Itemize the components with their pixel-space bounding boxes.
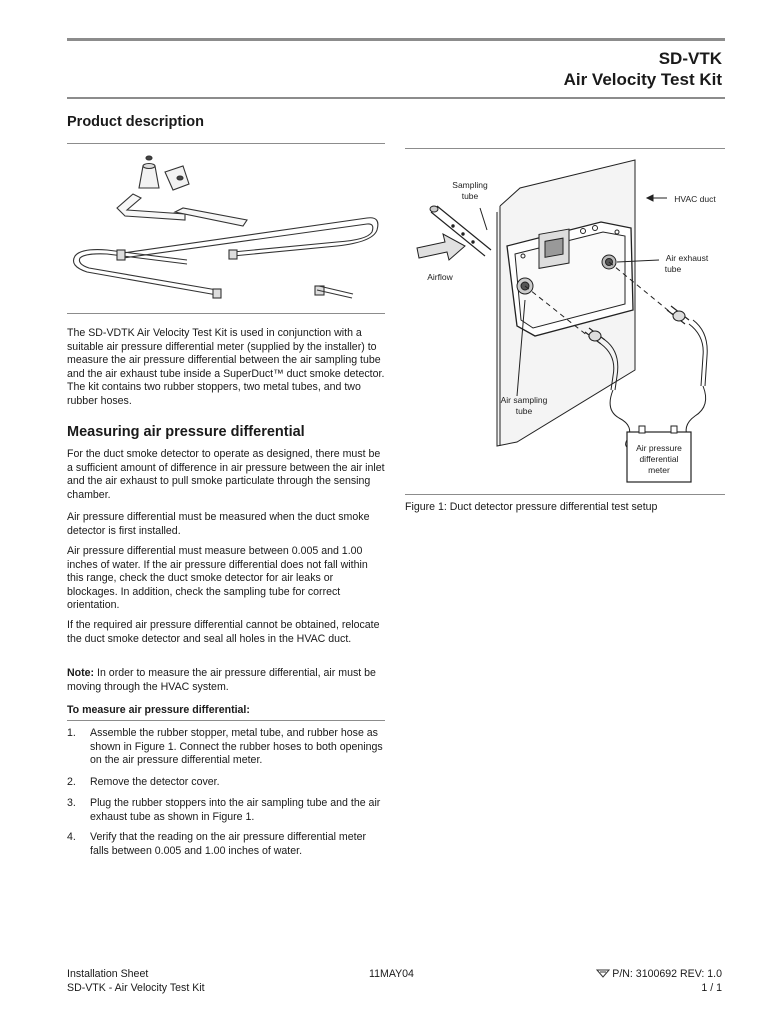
measuring-paragraph: For the duct smoke detector to operate as designed, there must be a sufficient amount of difference in air pressure between the air inlet and the air exhaust to pull smoke particulate through the sensing chamber. [67, 448, 385, 501]
measuring-paragraph: If the required air pressure differential cannot be obtained, relocate the duct smoke detector and seal all holes in the HVAC duct. [67, 619, 380, 645]
meter-label: Air pressure [636, 443, 682, 453]
meter-label: meter [648, 465, 670, 475]
product-description-heading: Product description [67, 114, 204, 130]
meter-label: differential [639, 454, 679, 464]
note-text: In order to measure the air pressure differential, air must be moving through the HVAC system. [67, 667, 376, 693]
figure-caption: Figure 1: Duct detector pressure differential test setup [405, 501, 658, 513]
step-text: Assemble the rubber stopper, metal tube, and rubber hose as shown in Figure 1. Connect the rubber hoses to both openings on the air pressure differential meter. [90, 727, 383, 767]
measuring-paragraph: Air pressure differential must measure between 0.005 and 1.00 inches of water. If the air pressure differential does not fall within this range, check the duct smoke detector for air leaks or blockages. In addition, check the sampling tube for correct orientation. [67, 545, 368, 612]
product-model: SD-VTK [658, 49, 722, 68]
footer-part-number: P/N: 3100692 REV: 1.0 [612, 968, 722, 980]
hvac-duct-label: HVAC duct [674, 194, 716, 204]
section-rule [67, 143, 385, 144]
footer-part-number-row [596, 968, 722, 981]
document-title: Air Velocity Test Kit [563, 70, 722, 89]
airflow-arrow [417, 234, 465, 260]
note-label: Note: [67, 667, 95, 679]
product-description-text: The SD-VDTK Air Velocity Test Kit is used in conjunction with a suitable air pressure differential meter (supplied by the installer) to measure the air pressure differential between the air sampling tube and the air exhaust tube inside a SuperDuct™ duct smoke detector. The kit contains two rubber stoppers, two metal tubes, and two rubber hoses. [67, 327, 385, 407]
step-text: Verify that the reading on the air pressure differential meter falls between 0.005 and 1.00 inches of water. [90, 831, 366, 857]
footer-doc-type: Installation Sheet [67, 968, 149, 980]
air-sampling-label: tube [515, 406, 533, 416]
section-rule [67, 313, 385, 314]
top-rule [67, 38, 725, 41]
procedure-heading: To measure air pressure differential: [67, 704, 250, 716]
footer-date: 11MAY04 [369, 968, 414, 980]
step-text: Remove the detector cover. [90, 776, 220, 788]
step-number: 4. [67, 831, 76, 843]
figure-rule [405, 148, 725, 149]
header-rule [67, 97, 725, 99]
rubber-stopper [139, 166, 159, 188]
footer-page: 1 / 1 [701, 982, 722, 994]
procedure-rule [67, 720, 385, 721]
airflow-label: Airflow [427, 272, 453, 282]
note-paragraph [67, 667, 385, 694]
kit-parts-illustration [67, 150, 385, 310]
measuring-heading: Measuring air pressure differential [67, 424, 305, 440]
measuring-paragraph: Air pressure differential must be measured when the duct smoke detector is first installed. [67, 511, 370, 537]
sampling-tube-label: tube [461, 191, 479, 201]
figure-rule [405, 494, 725, 495]
sampling-tube-label: Sampling [452, 180, 488, 190]
step-text: Plug the rubber stoppers into the air sampling tube and the air exhaust tube as shown in Figure 1. [90, 797, 381, 823]
step-number: 3. [67, 797, 76, 809]
air-exhaust-label: tube [664, 264, 682, 274]
test-setup-figure [405, 150, 725, 492]
step-number: 2. [67, 776, 76, 788]
footer-doc-name: SD-VTK - Air Velocity Test Kit [67, 982, 205, 994]
air-exhaust-label: Air exhaust [665, 253, 709, 263]
logo-icon [596, 969, 610, 978]
metal-tube [117, 194, 185, 220]
rubber-hose [74, 250, 218, 295]
step-number: 1. [67, 727, 76, 739]
metal-tube [175, 208, 247, 226]
air-sampling-label: Air sampling [500, 395, 548, 405]
